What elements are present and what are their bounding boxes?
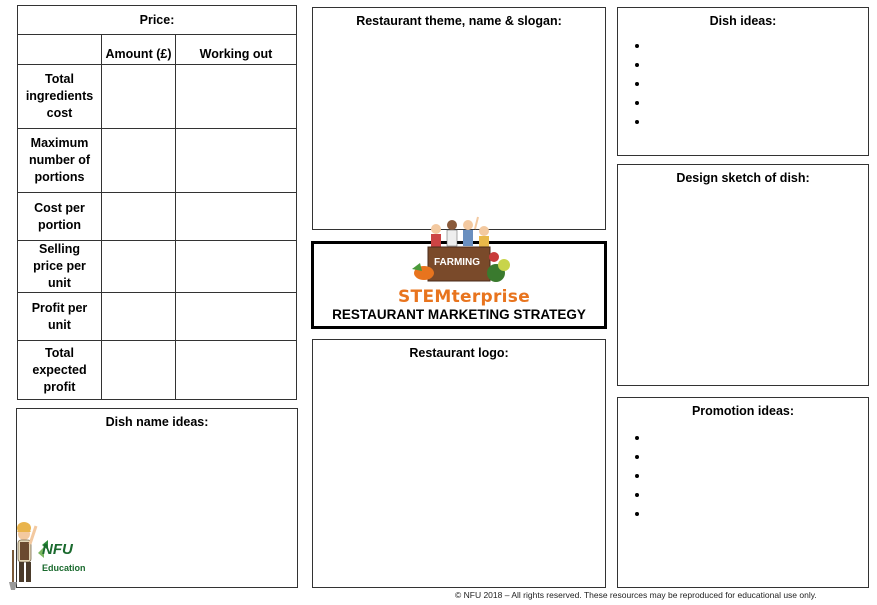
price-cell-amount[interactable] [102, 293, 176, 341]
price-cell-amount[interactable] [102, 341, 176, 400]
price-title: Price: [18, 6, 297, 35]
copyright-footer: © NFU 2018 – All rights reserved. These resources may be reproduced for educational use only. [455, 590, 817, 600]
design-sketch-title: Design sketch of dish: [676, 171, 810, 185]
dish-name-ideas-title: Dish name ideas: [105, 415, 209, 429]
price-cell-amount[interactable] [102, 193, 176, 241]
price-header-blank [18, 35, 102, 65]
nfu-wordmark: NFU [42, 541, 73, 558]
price-cell-working[interactable] [176, 193, 297, 241]
price-row-label: Total ingredients cost [18, 65, 102, 129]
strategy-heading: RESTAURANT MARKETING STRATEGY [332, 307, 586, 322]
stemterprise-wordmark: STEMterprise [398, 287, 531, 307]
price-row-label: Maximum number of portions [18, 129, 102, 193]
price-row-label: Total expected profit [18, 341, 102, 400]
price-cell-working[interactable] [176, 341, 297, 400]
promotion-ideas-box[interactable] [617, 397, 869, 588]
price-cell-amount[interactable] [102, 241, 176, 293]
promotion-ideas-title: Promotion ideas: [691, 404, 795, 418]
theme-box[interactable] [312, 7, 606, 230]
price-cell-working[interactable] [176, 293, 297, 341]
price-row-label: Profit per unit [18, 293, 102, 341]
price-cell-working[interactable] [176, 129, 297, 193]
design-sketch-box[interactable] [617, 164, 869, 386]
theme-title: Restaurant theme, name & slogan: [356, 14, 562, 28]
farming-label: FARMING [433, 257, 481, 268]
price-table [17, 5, 297, 400]
restaurant-logo-box[interactable] [312, 339, 606, 588]
price-cell-working[interactable] [176, 241, 297, 293]
farming-stemterprise-logo [398, 215, 531, 307]
restaurant-logo-title: Restaurant logo: [409, 346, 509, 360]
dish-ideas-title: Dish ideas: [709, 14, 777, 28]
price-row-label: Cost per portion [18, 193, 102, 241]
dish-ideas-box[interactable] [617, 7, 869, 156]
price-col-amount: Amount (£) [102, 35, 176, 65]
price-row-label: Selling price per unit [18, 241, 102, 293]
price-cell-amount[interactable] [102, 65, 176, 129]
nfu-education-label: Education [42, 563, 86, 573]
price-cell-amount[interactable] [102, 129, 176, 193]
price-cell-working[interactable] [176, 65, 297, 129]
price-col-working: Working out [176, 35, 297, 65]
